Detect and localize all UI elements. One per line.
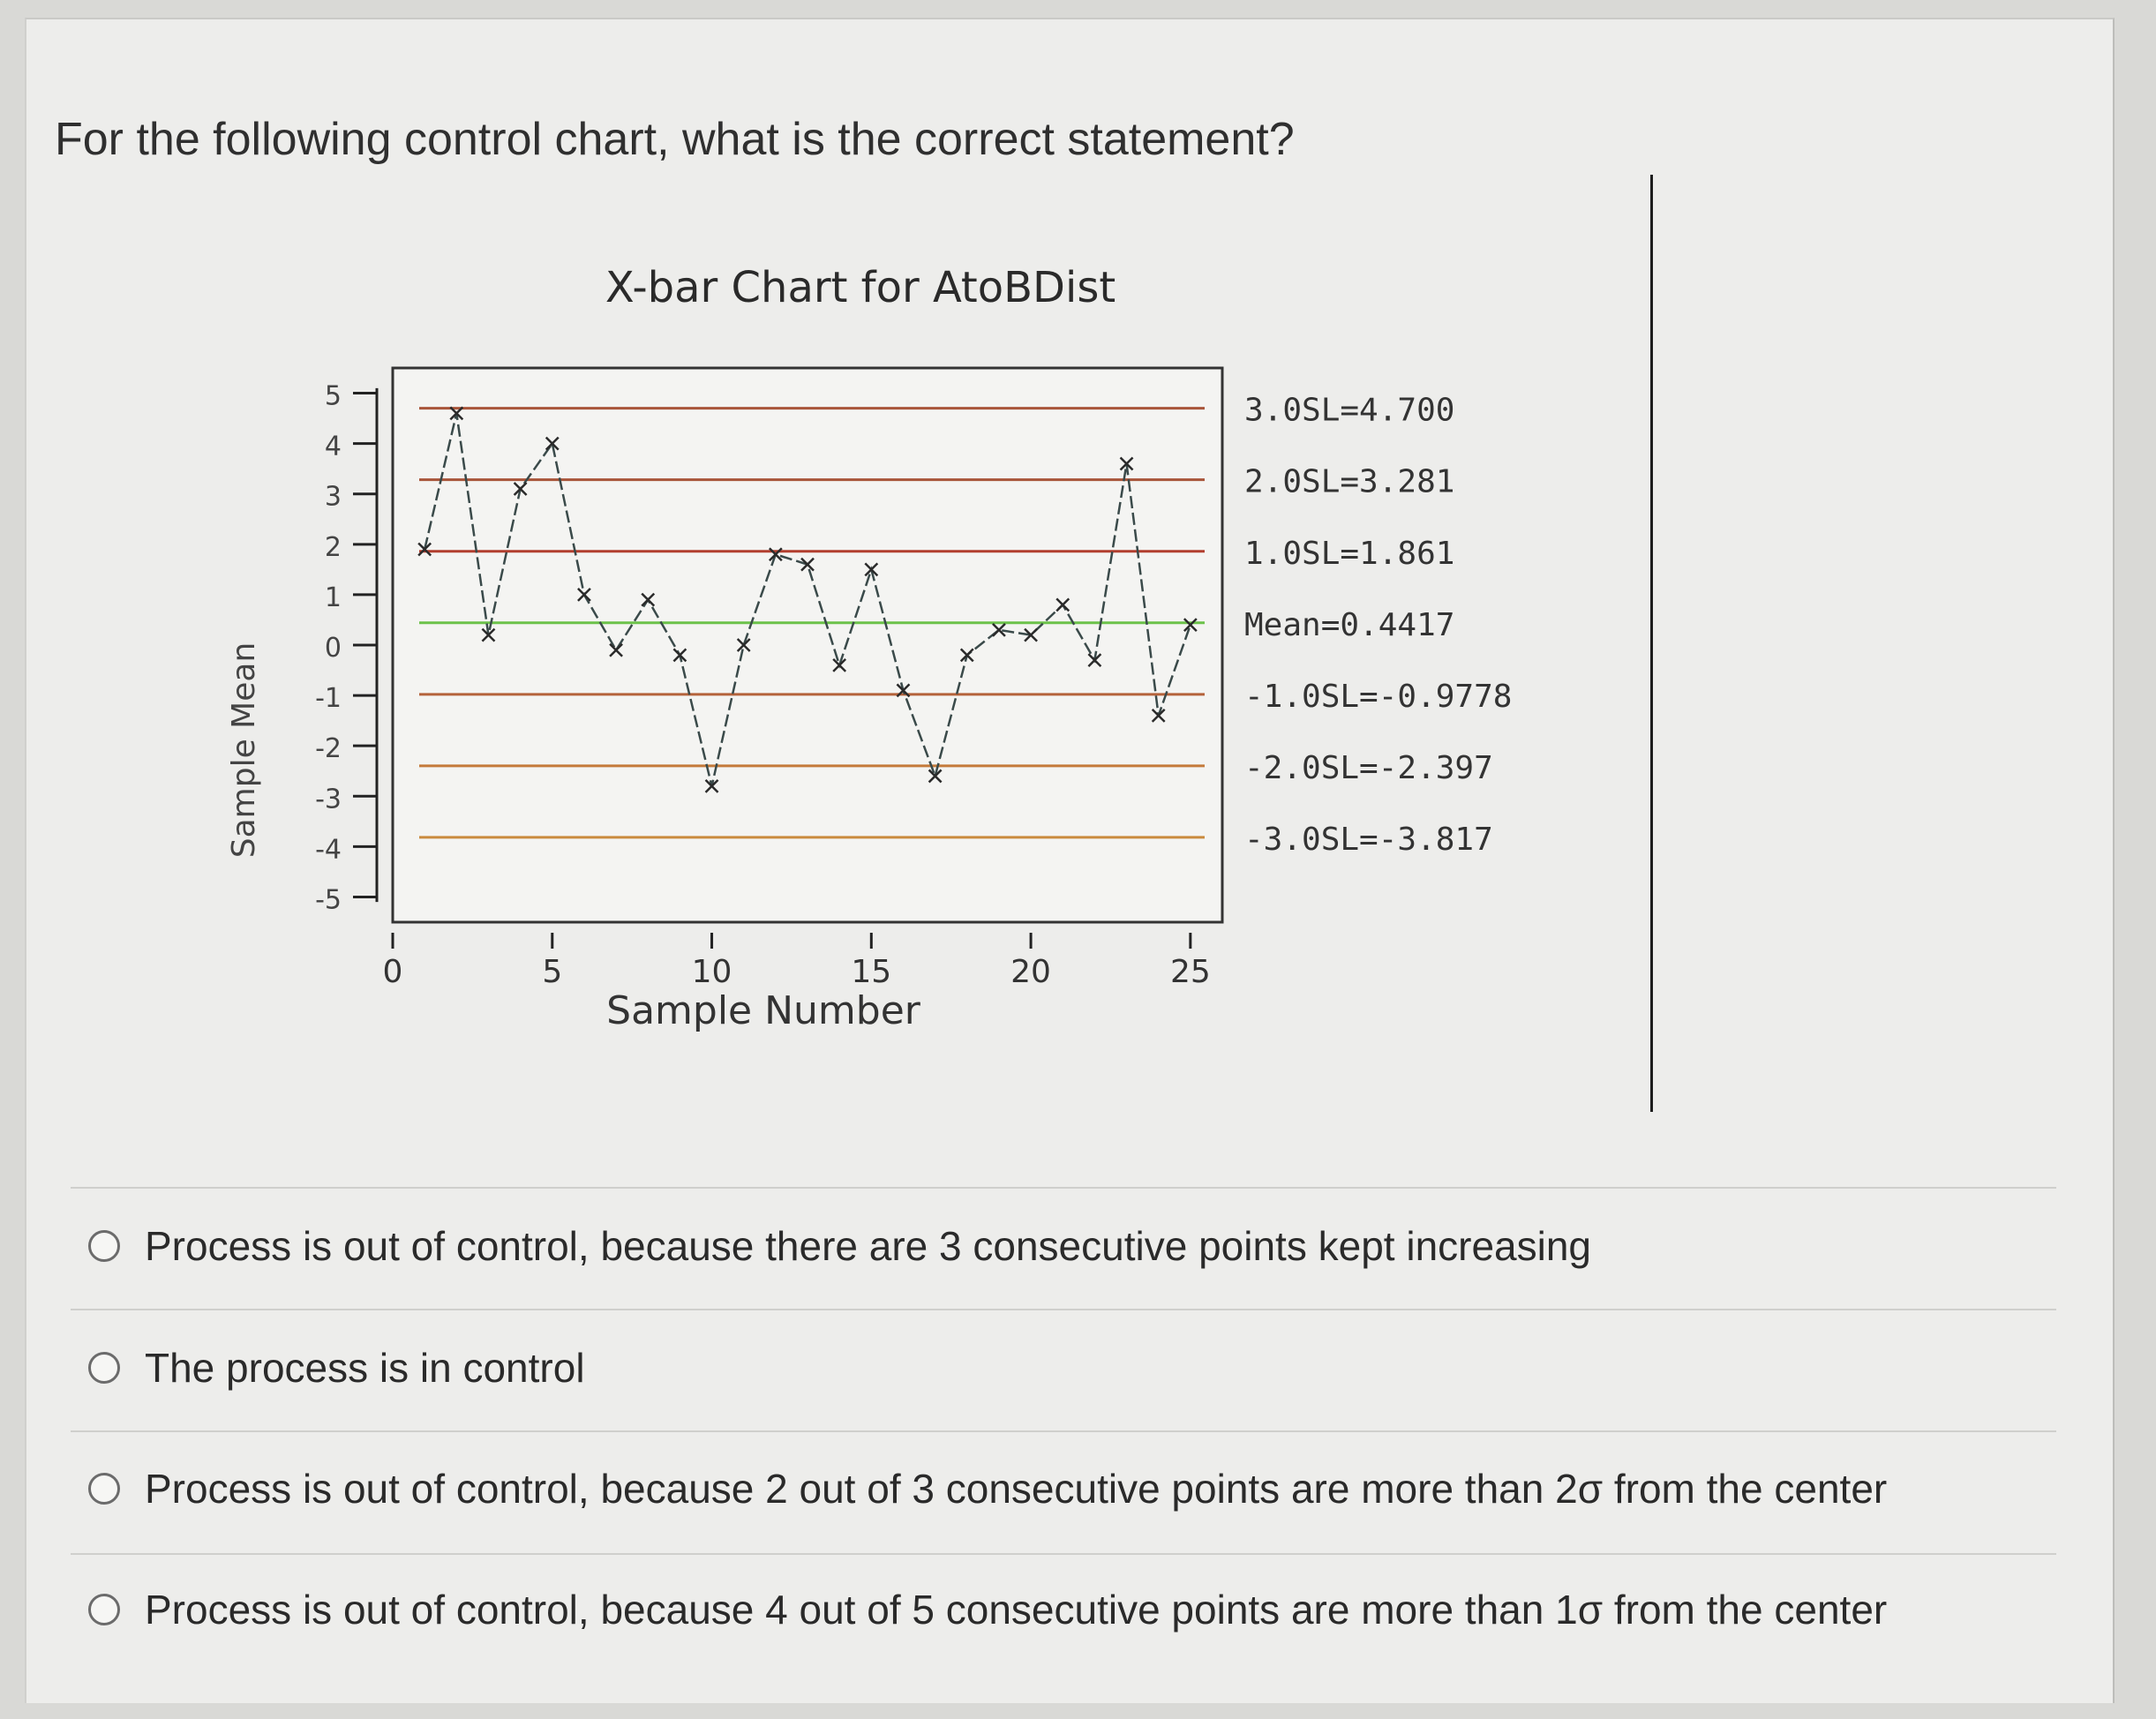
y-tick-label: -4 <box>315 834 342 866</box>
chart-title: X-bar Chart for AtoBDist <box>605 263 1116 312</box>
radio-button[interactable] <box>88 1352 120 1384</box>
y-tick-label: 0 <box>324 633 342 664</box>
control-line-label: 1.0SL=1.861 <box>1244 535 1455 572</box>
control-line-label: Mean=0.4417 <box>1244 606 1455 643</box>
divider <box>71 1430 2056 1432</box>
x-tick-label: 15 <box>851 954 892 990</box>
vertical-divider <box>1650 175 1653 1112</box>
y-tick-label: -5 <box>315 884 342 916</box>
radio-button[interactable] <box>88 1230 120 1262</box>
y-tick-label: 1 <box>324 582 342 613</box>
y-tick-label: -1 <box>315 683 342 715</box>
x-tick-label: 25 <box>1169 954 1211 990</box>
chart-svg <box>177 256 1553 1068</box>
radio-button[interactable] <box>88 1594 120 1625</box>
option-label: Process is out of control, because 2 out of 3 consecutive points are more than 2σ from the center <box>145 1466 1888 1512</box>
option-label: Process is out of control, because 4 out of 5 consecutive points are more than 1σ from the center <box>145 1587 1888 1633</box>
control-chart <box>177 256 1553 1068</box>
x-tick-label: 10 <box>691 954 732 990</box>
control-line-label: 3.0SL=4.700 <box>1244 392 1455 429</box>
radio-button[interactable] <box>88 1473 120 1505</box>
chart-xlabel: Sample Number <box>606 988 920 1033</box>
control-line-label: -1.0SL=-0.9778 <box>1244 678 1513 715</box>
option-label: Process is out of control, because there are 3 consecutive points kept increasing <box>145 1223 1592 1269</box>
option-3[interactable] <box>88 1465 1887 1513</box>
chart-ylabel: Sample Mean <box>226 642 262 859</box>
y-tick-label: 4 <box>324 431 342 462</box>
option-2[interactable] <box>88 1344 585 1392</box>
y-tick-label: 3 <box>324 481 342 513</box>
divider <box>71 1553 2056 1555</box>
control-line-label: -2.0SL=-2.397 <box>1244 749 1493 786</box>
divider <box>71 1309 2056 1310</box>
x-tick-label: 0 <box>382 954 403 990</box>
control-line-label: 2.0SL=3.281 <box>1244 463 1455 500</box>
y-tick-label: -3 <box>315 784 342 815</box>
question-text: For the following control chart, what is the correct statement? <box>55 114 1295 165</box>
x-tick-label: 5 <box>542 954 563 990</box>
option-1[interactable] <box>88 1222 1591 1270</box>
y-tick-label: -2 <box>315 733 342 765</box>
y-tick-label: 5 <box>324 380 342 412</box>
y-tick-label: 2 <box>324 531 342 563</box>
divider <box>71 1187 2056 1189</box>
x-tick-label: 20 <box>1010 954 1051 990</box>
control-line-label: -3.0SL=-3.817 <box>1244 821 1493 858</box>
option-4[interactable] <box>88 1586 1887 1633</box>
option-label: The process is in control <box>145 1345 585 1391</box>
